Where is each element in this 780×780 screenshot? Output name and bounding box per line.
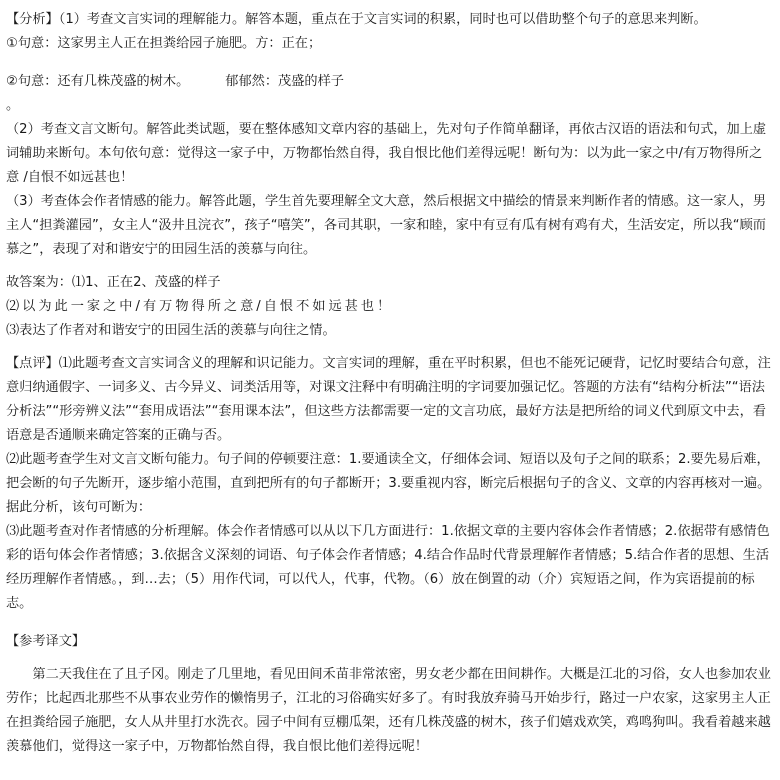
analysis-item-2-gloss: 郁郁然：茂盛的样子 (225, 74, 344, 89)
answer-line-3: ⑶表达了作者对和谐安宁的田园生活的羡慕与向往之情。 (6, 323, 336, 338)
analysis-item-1: ①句意：这家男主人正在担粪给园子施肥。方：正在； (6, 36, 322, 51)
translation-heading: 【参考译文】 (6, 634, 86, 649)
answer-line-1: 故答案为：⑴1、正在2、茂盛的样子 (6, 275, 221, 290)
analysis-period: 。 (6, 98, 20, 113)
analysis-intro: 【分析】（1）考查文言实词的理解能力。解答本题，重点在于文言实词的积累，同时也可以借助整个句子的意思来判断。 (6, 12, 707, 27)
translation-body: 第二天我住在了且子冈。刚走了几里地，看见田间禾苗非常浓密，男女老少都在田间耕作。大概是江北的习俗，女人也参加农业劳作；比起西北那些不从事农业劳作的懒惰男子，江北的习俗确实好多了。有时我放弃骑马开始步行，路过一户农家，这家男主人正在担粪给园子施肥，女人从井里打水洗衣。园子中间有豆棚瓜架，还有几株茂盛的树木，孩子们嬉戏欢笑，鸡鸣狗叫。我看着越来越羡慕他们，觉得这一家子中，万物都怡然自得，我自恨比他们差得远呢！ (6, 667, 771, 754)
answer-line-2: ⑵以为此一家之中/有万物得所之意/自恨不如远甚也！ (6, 299, 394, 314)
analysis-part-3: （3）考查体会作者情感的能力。解答此题，学生首先要理解全文大意，然后根据文中描绘的情景来判断作者的情感。这一家人，男主人“担粪灌园”，女主人“汲井且浣衣”，孩子“嘻笑”，各司其职，一家和睦，家中有豆有瓜有树有鸡有犬，生活安定，所以我“顾而慕之”，表现了对和谐安宁的田园生活的羡慕与向往。 (6, 194, 767, 257)
comment-part-1: 【点评】⑴此题考查文言实词含义的理解和识记能力。文言实词的理解，重在平时积累，但也不能死记硬背，记忆时要结合句意，注意归纳通假字、一词多义、古今异义、词类活用等，对课文注释中有明确注明的字词要加强记忆。答题的方法有“结构分析法”“语法分析法”“形旁辨义法”“套用成语法”“套用课本法”，但这些方法都需要一定的文言功底，最好方法是把所给的词义代到原文中去，看语意是否通顺来确定答案的正确与否。 (6, 356, 771, 443)
analysis-item-2 (6, 70, 774, 94)
analysis-part-2: （2）考查文言文断句。解答此类试题，要在整体感知文章内容的基础上，先对句子作简单翻译，再依古汉语的语法和句式，加上虚词辅助来断句。本句依句意：觉得这一家子中，万物都怡然自得，我自恨比他们差得远呢！断句为：以为此一家之中/有万物得所之意 /自恨不如远甚也！ (6, 122, 767, 185)
comment-part-2: ⑵此题考查学生对文言文断句能力。句子间的停顿要注意：1.要通读全文，仔细体会词、短语以及句子之间的联系；2.要先易后难，把会断的句子先断开，逐步缩小范围，直到把所有的句子都断开；3.要重视内容，断完后根据句子的含义、文章的内容再核对一遍。据此分析，该句可断为： (6, 452, 771, 515)
analysis-item-2-sentence: ②句意：还有几株茂盛的树木。 (6, 74, 190, 89)
comment-part-3: ⑶此题考查对作者情感的分析理解。体会作者情感可以从以下几方面进行：1.依据文章的主要内容体会作者情感；2.依据带有感情色彩的语句体会作者情感；3.依据含义深刻的词语、句子体会作者情感；4.结合作品时代背景理解作者情感；5.结合作者的思想、生活经历理解作者情感。，到…去；（5）用作代词，可以代人，代事，代物。（6）放在倒置的动（介）宾短语之间，作为宾语提前的标志。 (6, 524, 770, 611)
